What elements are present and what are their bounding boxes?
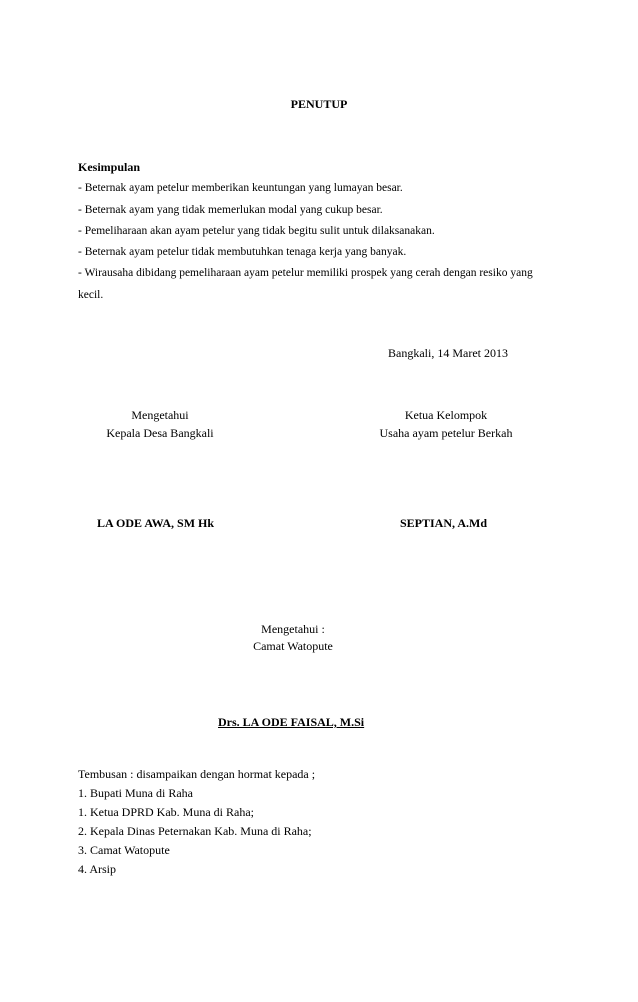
left-signatory-line1: Mengetahui <box>131 408 189 422</box>
left-signatory-line2: Kepala Desa Bangkali <box>106 426 214 440</box>
conclusion-heading: Kesimpulan <box>78 160 141 174</box>
center-signatory-line2: Camat Watopute <box>253 639 333 653</box>
tembusan-item: 3. Camat Watopute <box>78 843 170 857</box>
date-line: Bangkali, 14 Maret 2013 <box>388 346 508 360</box>
conclusion-item: - Beternak ayam petelur memberikan keuntungan yang lumayan besar. <box>78 182 403 194</box>
right-signatory-name: SEPTIAN, A.Md <box>400 516 488 530</box>
tembusan-item: 1. Bupati Muna di Raha <box>78 786 193 800</box>
conclusion-item: - Beternak ayam petelur tidak membutuhkan tenaga kerja yang banyak. <box>78 246 407 258</box>
conclusion-item: - Pemeliharaan akan ayam petelur yang tidak begitu sulit untuk dilaksanakan. <box>78 225 435 237</box>
conclusion-item: - Beternak ayam yang tidak memerlukan modal yang cukup besar. <box>78 204 383 216</box>
tembusan-heading: Tembusan : disampaikan dengan hormat kepada ; <box>78 767 316 781</box>
left-signatory-name: LA ODE AWA, SM Hk <box>97 516 215 530</box>
tembusan-item: 4. Arsip <box>78 862 117 876</box>
center-signatory-line1: Mengetahui : <box>261 622 325 636</box>
right-signatory-line2: Usaha ayam petelur Berkah <box>379 426 513 440</box>
conclusion-continuation: kecil. <box>78 289 104 301</box>
tembusan-item: 2. Kepala Dinas Peternakan Kab. Muna di Raha; <box>78 824 312 838</box>
page-title: PENUTUP <box>290 97 348 111</box>
center-signatory-name: Drs. LA ODE FAISAL, M.Si <box>218 715 365 729</box>
conclusion-item: - Wirausaha dibidang pemeliharaan ayam petelur memiliki prospek yang cerah dengan resiko yang <box>78 267 533 279</box>
right-signatory-line1: Ketua Kelompok <box>404 408 488 422</box>
tembusan-item: 1. Ketua DPRD Kab. Muna di Raha; <box>78 805 254 819</box>
